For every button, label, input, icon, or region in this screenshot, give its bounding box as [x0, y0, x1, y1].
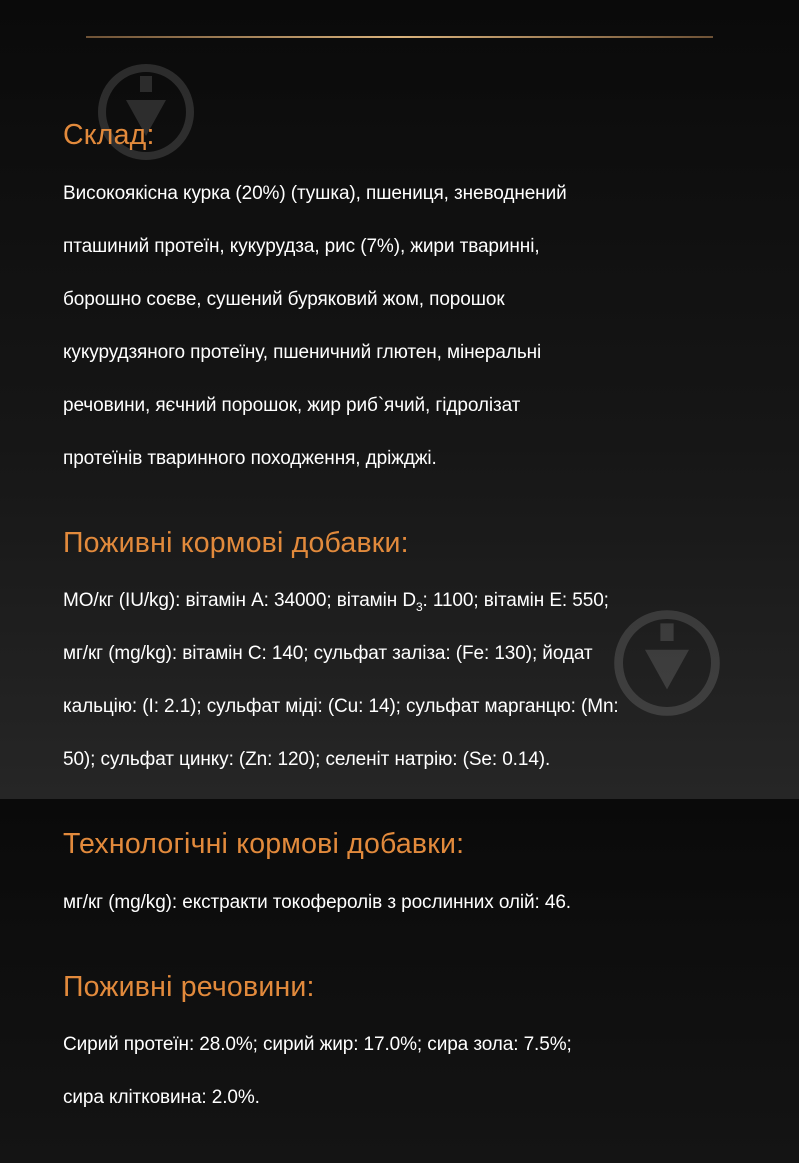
- nutritional-additives-heading: Поживні кормові добавки:: [63, 526, 409, 559]
- text-line: мг/кг (mg/kg): вітамін C: 140; сульфат заліза: (Fe: 130); йодат: [63, 643, 593, 664]
- composition-heading: Склад:: [63, 119, 155, 151]
- technological-additives-heading: Технологічні кормові добавки:: [63, 828, 465, 860]
- text-line: мг/кг (mg/kg): екстракти токоферолів з рослинних олій: 46.: [63, 891, 571, 913]
- text-line: протеїнів тваринного походження, дріжджі.: [63, 447, 437, 469]
- nutrients-heading: Поживні речовини:: [63, 970, 315, 1003]
- text-line: кукурудзяного протеїну, пшеничний глютен, мінеральні: [63, 341, 542, 363]
- composition-section: [63, 116, 743, 499]
- composition-text: [63, 154, 743, 499]
- top-divider: [86, 36, 713, 38]
- text-line: 50); сульфат цинку: (Zn: 120); селеніт натрію: (Se: 0.14).: [63, 749, 551, 770]
- technological-additives-text: [63, 863, 743, 943]
- nutritional-additives-text: [63, 562, 743, 801]
- text-line: [63, 588, 743, 615]
- subscript: 3: [415, 599, 423, 614]
- nutrients-section: [63, 968, 743, 1139]
- text-line: Сирий протеїн: 28.0%; сирий жир: 17.0%; сира зола: 7.5%;: [63, 1034, 572, 1055]
- text-line: борошно соєве, сушений буряковий жом, порошок: [63, 288, 505, 310]
- technological-additives-section: [63, 825, 743, 943]
- text-line: кальцію: (I: 2.1); сульфат міді: (Cu: 14); сульфат марганцю: (Mn:: [63, 696, 619, 717]
- ingredients-panel: [63, 116, 743, 1163]
- text-line: речовини, яєчний порошок, жир риб`ячий, гідролізат: [63, 394, 521, 416]
- text-fragment: МО/кг (IU/kg): вітамін A: 34000; вітамін D: [63, 590, 416, 611]
- text-line: сира клітковина: 2.0%.: [63, 1087, 260, 1108]
- nutrients-text: [63, 1006, 743, 1139]
- text-line: Високоякісна курка (20%) (тушка), пшениця, зневоднений: [63, 182, 567, 204]
- text-line: пташиний протеїн, кукурудза, рис (7%), жири тваринні,: [63, 235, 540, 257]
- text-fragment: : 1100; вітамін E: 550;: [422, 590, 609, 611]
- nutritional-additives-section: [63, 524, 743, 801]
